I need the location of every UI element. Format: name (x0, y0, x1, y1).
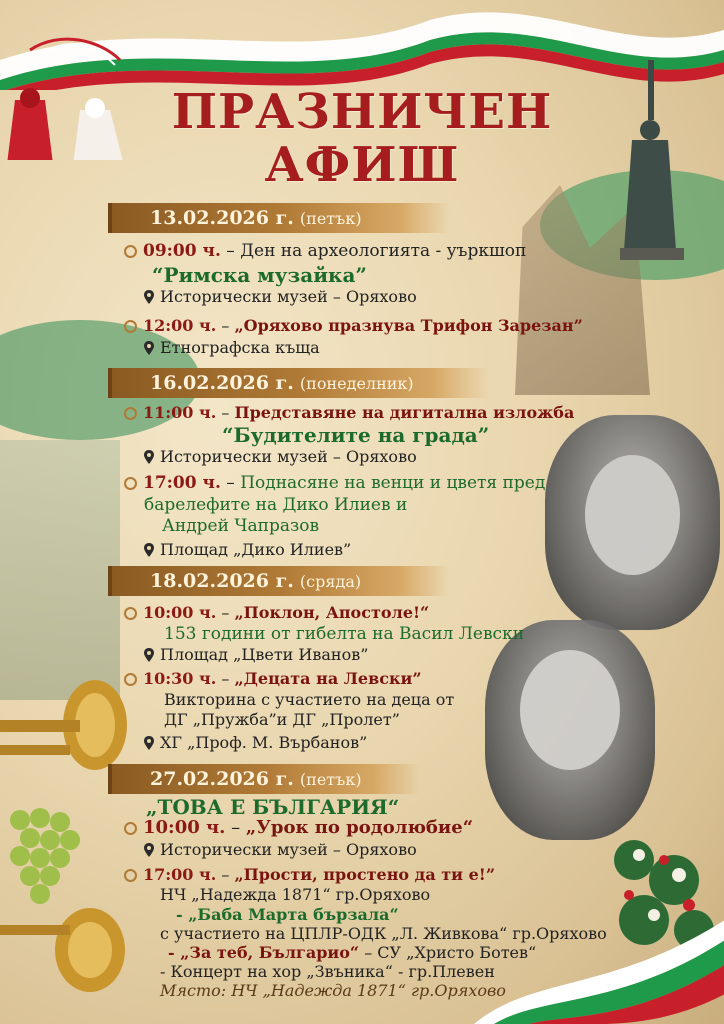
event-dash: – (216, 865, 235, 884)
event-line (124, 817, 473, 838)
location-pin-icon (144, 450, 154, 464)
ring-bullet-icon (124, 407, 137, 420)
event-dash: – (216, 316, 235, 335)
event-time: 10:00 ч. (143, 817, 226, 838)
event-dash: – (216, 669, 235, 688)
event-line (124, 316, 583, 335)
date-banner (108, 203, 450, 233)
event-text: ДГ „Пружба”и ДГ „Пролет” (164, 710, 400, 729)
date-text: 18.02.2026 г. (150, 570, 294, 592)
date-text: 27.02.2026 г. (150, 768, 294, 790)
event-line (124, 865, 495, 884)
date-banner (108, 368, 490, 398)
day-heading: „ТОВА Е БЪЛГАРИЯ“ (146, 795, 400, 819)
event-text: Ден на археологията - уъркшоп (240, 241, 527, 261)
event-place (144, 540, 351, 559)
event-title: “Римска музайка” (152, 263, 367, 287)
date-text: 13.02.2026 г. (150, 207, 294, 229)
program-item: - Концерт на хор „Звъника“ - гр.Плевен (160, 962, 495, 981)
organizer-text: НЧ „Надежда 1871“ гр.Оряхово (160, 885, 431, 904)
place-text: Исторически музей – Оряхово (160, 447, 417, 466)
event-line (124, 403, 574, 422)
event-time: 10:30 ч. (143, 669, 217, 688)
location-pin-icon (144, 843, 154, 857)
location-pin-icon (144, 736, 154, 750)
event-text: „Оряхово празнува Трифон Зарезан” (234, 316, 583, 335)
event-place (144, 840, 417, 859)
date-banner (108, 566, 450, 596)
event-dash: – (216, 403, 235, 422)
location-pin-icon (144, 341, 154, 355)
event-place (144, 287, 417, 306)
date-text: 16.02.2026 г. (150, 372, 294, 394)
program-title: - „За теб, Българио“ (168, 943, 360, 962)
place-text: Исторически музей – Оряхово (160, 840, 417, 859)
event-line (124, 603, 429, 622)
ring-bullet-icon (124, 320, 137, 333)
event-text: „Децата на Левски” (234, 669, 422, 688)
program-item (168, 943, 536, 962)
location-pin-icon (144, 648, 154, 662)
place-text: Площад „Цвети Иванов” (160, 645, 369, 664)
event-place (144, 447, 417, 466)
event-text: 153 години от гибелта на Васил Левски (164, 624, 525, 644)
event-line (124, 669, 422, 688)
event-dash: – (225, 817, 246, 838)
program-item: - „Баба Марта бързала“ (176, 905, 399, 924)
weekday-text: (сряда) (299, 572, 362, 591)
location-pin-icon (144, 290, 154, 304)
portrait-photo (545, 415, 720, 630)
portrait-photo (485, 620, 655, 840)
event-time: 11:00 ч. (143, 403, 217, 422)
ring-bullet-icon (124, 673, 137, 686)
date-banner (108, 764, 420, 794)
event-time: 09:00 ч. (143, 241, 221, 261)
place-text: Исторически музей – Оряхово (160, 287, 417, 306)
event-time: 17:00 ч. (143, 865, 217, 884)
ring-bullet-icon (124, 822, 137, 835)
event-title: “Будителите на града” (222, 423, 490, 447)
place-text: ХГ „Проф. М. Върбанов” (160, 733, 368, 752)
poster-title: ПРАЗНИЧЕН (171, 84, 553, 140)
ring-bullet-icon (124, 477, 137, 490)
event-place (144, 338, 320, 357)
event-time: 10:00 ч. (143, 603, 217, 622)
program-detail: – СУ „Христо Ботев“ (359, 943, 537, 962)
event-dash: – (220, 241, 241, 261)
event-text: „Урок по родолюбие“ (245, 817, 474, 838)
event-text: „Прости, простено да ти е!” (234, 865, 496, 884)
ring-bullet-icon (124, 607, 137, 620)
venue-text: Място: НЧ „Надежда 1871“ гр.Оряхово (160, 981, 506, 1000)
ring-bullet-icon (124, 869, 137, 882)
event-text: Викторина с участието на деца от (164, 690, 455, 709)
program-detail: с участието на ЦПЛР-ОДК „Л. Живкова“ гр.Оряхово (160, 924, 607, 943)
event-line (124, 241, 526, 261)
weekday-text: (петък) (299, 770, 362, 789)
location-pin-icon (144, 543, 154, 557)
event-text: Андрей Чапразов (162, 516, 320, 536)
poster-title: АФИШ (264, 137, 460, 193)
brass-horn-image (0, 895, 135, 1005)
event-line (124, 473, 545, 493)
weekday-text: (петък) (299, 209, 362, 228)
weekday-text: (понеделник) (299, 374, 414, 393)
place-text: Етнографска къща (160, 338, 320, 357)
event-time: 12:00 ч. (143, 316, 217, 335)
event-place (144, 733, 367, 752)
event-text: Представяне на дигитална изложба (234, 403, 575, 422)
event-time: 17:00 ч. (143, 473, 221, 493)
mountain-landscape (0, 440, 120, 700)
place-text: Площад „Дико Илиев” (160, 540, 352, 559)
event-place (144, 645, 368, 664)
ring-bullet-icon (124, 245, 137, 258)
event-text: барелефите на Дико Илиев и (144, 495, 408, 515)
event-text: Поднасяне на венци и цветя пред (240, 473, 546, 493)
event-dash: – (220, 473, 241, 493)
event-dash: – (216, 603, 235, 622)
event-text: „Поклон, Апостоле!“ (234, 603, 430, 622)
